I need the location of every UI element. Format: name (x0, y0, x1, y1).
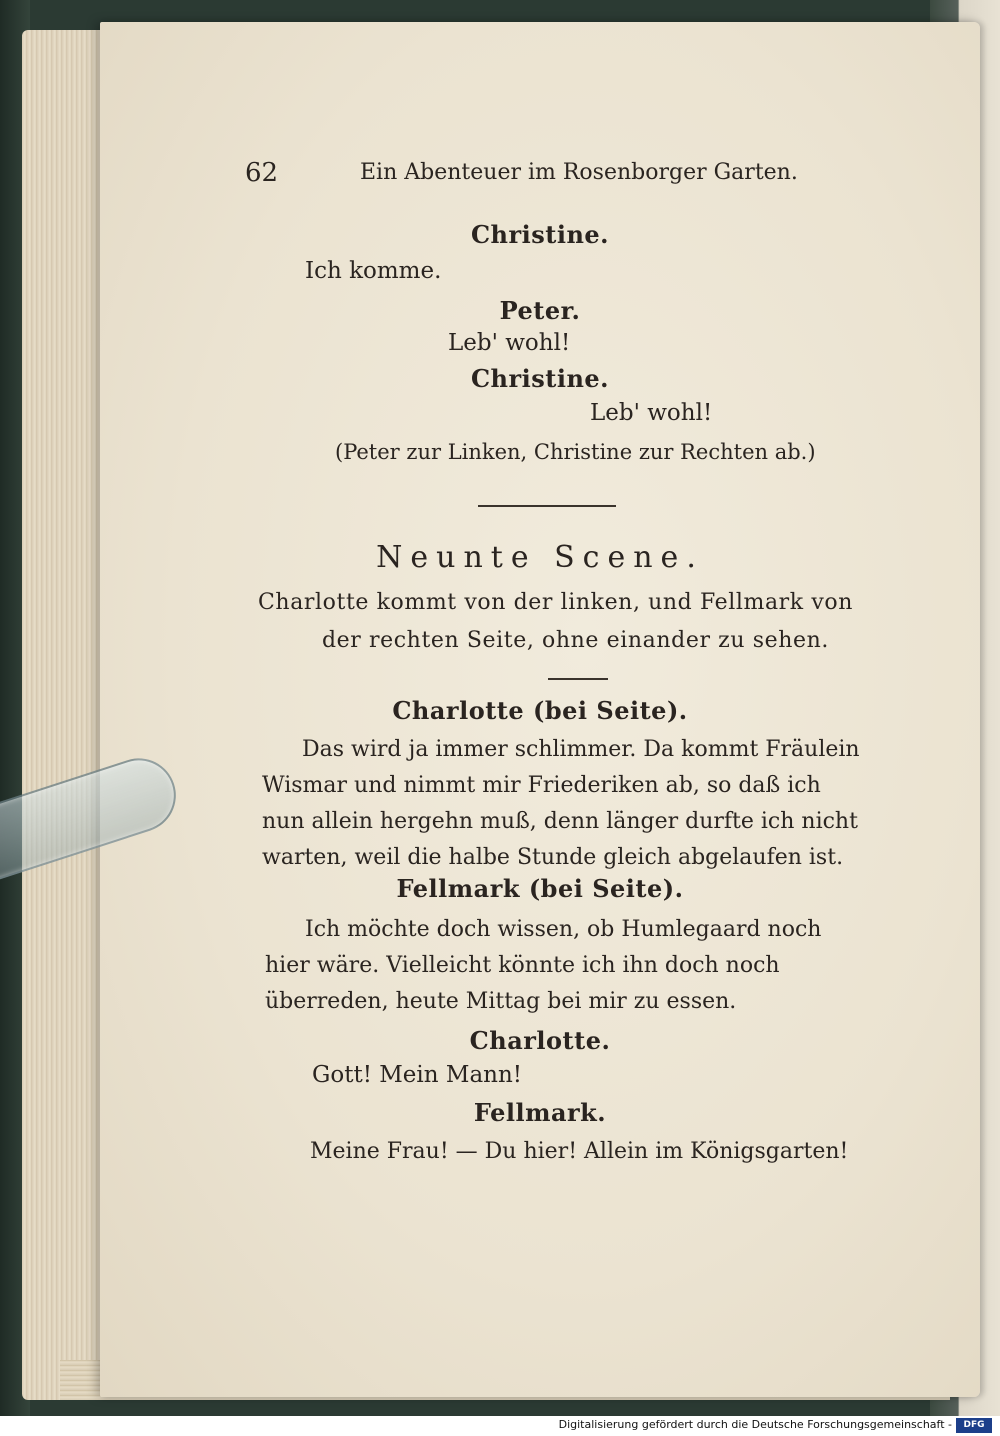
short-rule (548, 678, 608, 680)
scene-title: Neunte Scene. (376, 540, 704, 575)
page-number: 62 (245, 158, 279, 188)
speaker-fellmark: Fellmark (bei Seite). (396, 874, 684, 903)
line-christine: Ich komme. (305, 258, 442, 284)
speaker-christine-2: Christine. (470, 364, 610, 393)
speaker-charlotte-2: Charlotte. (469, 1026, 611, 1055)
line-charlotte-2: Gott! Mein Mann! (312, 1062, 523, 1088)
stage-direction: (Peter zur Linken, Christine zur Rechten ab.) (335, 440, 816, 464)
speaker-charlotte: Charlotte (bei Seite). (392, 696, 688, 725)
running-title: Ein Abenteuer im Rosenborger Garten. (360, 160, 798, 185)
scene-direction-line-1: Charlotte kommt von der linken, und Fellmark von (258, 590, 853, 615)
section-rule (478, 505, 616, 507)
paragraph-fellmark-2: Meine Frau! — Du hier! Allein im Königsgarten! (310, 1139, 849, 1164)
footer-bar (0, 1416, 1000, 1436)
line-peter: Leb' wohl! (448, 330, 571, 356)
footer-credit: Digitalisierung gefördert durch die Deutsche Forschungsgemeinschaft - (558, 1418, 952, 1431)
dfg-logo: DFG (956, 1418, 992, 1433)
speaker-fellmark-2: Fellmark. (473, 1098, 607, 1127)
speaker-peter: Peter. (499, 296, 581, 325)
paragraph-fellmark: Ich möchte doch wissen, ob Humlegaard noch hier wäre. Vielleicht könnte ich ihn doch noch überreden, heute Mittag bei mir zu essen. (265, 917, 822, 1014)
paragraph-charlotte: Das wird ja immer schlimmer. Da kommt Fräulein Wismar und nimmt mir Friederiken ab, so daß ich nun allein hergehn muß, denn länger durfte ich nicht warten, weil die halbe Stunde gleich abgelaufen ist. (262, 737, 860, 870)
speaker-christine: Christine. (470, 220, 610, 249)
scene-direction-line-2: der rechten Seite, ohne einander zu sehen. (322, 628, 829, 653)
line-christine-2: Leb' wohl! (590, 400, 713, 426)
